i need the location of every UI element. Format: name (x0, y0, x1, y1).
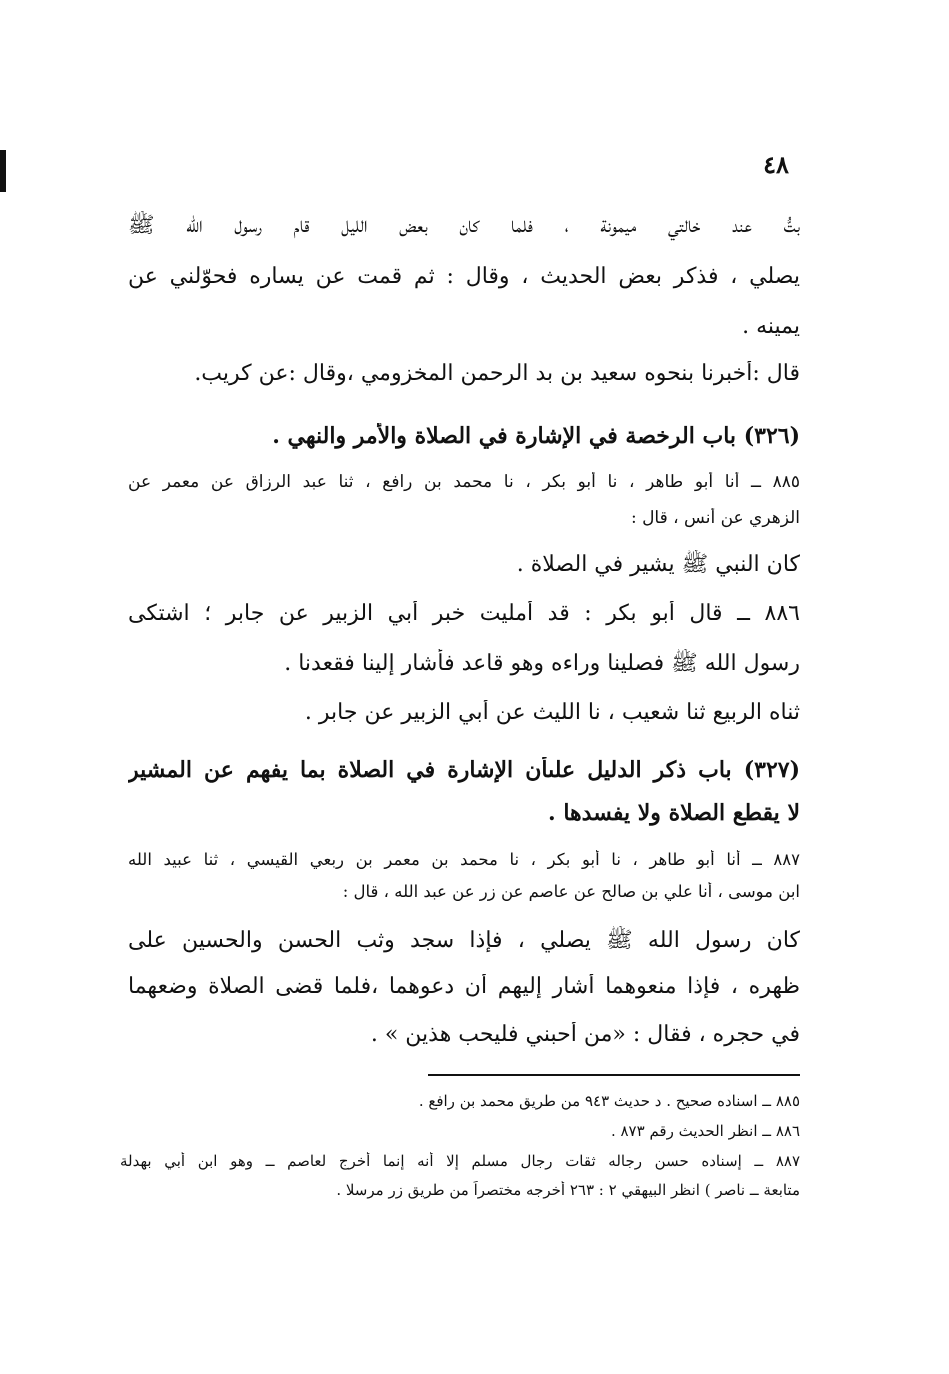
hadith-887-matn-line-3: في حجره ، فقال : «من أحبني فليحب هذين » . (370, 1022, 800, 1047)
hadith-887-isnad-line-2: ابن موسى ، أنا علي بن صالح عن عاصم عن زر عن عبد الله ، قال : (342, 882, 800, 901)
body-line-2: يصلي ، فذكر بعض الحديث ، وقال : ثم قمت عن يساره فحوّلني عن (128, 264, 800, 289)
body-line-3: يمينه . (742, 314, 800, 339)
hadith-887-matn-line-2: ظهره ، فإذا منعوهما أشار إليهم أن دعوهما ،فلما قضى الصلاة وضعهما (128, 974, 800, 999)
hadith-886-line-3: ثناه الربيع ثنا شعيب ، نا الليث عن أبي الزبير عن جابر . (304, 700, 800, 725)
footnote-886: ٨٨٦ ــ انظر الحديث رقم ٨٧٣ . (610, 1122, 800, 1140)
body-line-4: قال :أخبرنا بنحوه سعيد بن بد الرحمن المخزومي ،وقال :عن كريب. (194, 361, 800, 386)
hadith-887-matn-line-1: كان رسول الله ﷺ يصلي ، فإذا سجد وثب الحسن والحسين على (128, 928, 800, 953)
hadith-885-isnad-line-1: ٨٨٥ ــ أنا أبو طاهر ، نا أبو بكر ، نا محمد بن رافع ، ثنا عبد الرزاق عن معمر عن (128, 472, 800, 492)
page-number: ٤٨ (763, 150, 789, 179)
chapter-327-heading-line-1: (٣٢٧) باب ذكر الدليل علىأن الإشارة في الصلاة بما يفهم عن المشير (128, 757, 800, 783)
footnote-887-line-1: ٨٨٧ ــ إسناده حسن رجاله ثقات رجال مسلم إلا أنه إنما أخرج لعاصم ــ وهو ابن أبي بهدلة (120, 1152, 800, 1170)
hadith-886-line-2: رسول الله ﷺ فصلينا وراءه وهو قاعد فأشار إلينا فقعدنا . (284, 651, 800, 676)
hadith-885-isnad-line-2: الزهري عن أنس ، قال : (630, 508, 800, 528)
scan-edge-mark (0, 150, 6, 192)
footnote-887-line-2: متابعة ــ ناصر ) انظر البيهقي ٢ : ٢٦٣ أخرجه مختصراً من طريق زر مرسلا . (336, 1181, 800, 1199)
hadith-885-matn: كان النبي ﷺ يشير في الصلاة . (516, 552, 800, 577)
chapter-326-heading: (٣٢٦) باب الرخصة في الإشارة في الصلاة والأمر والنهي . (272, 423, 800, 449)
hadith-886-line-1: ٨٨٦ ــ قال أبو بكر : قد أمليت خبر أبي الزبير عن جابر ؛ اشتكى (128, 601, 800, 626)
chapter-327-heading-line-2: لا يقطع الصلاة ولا يفسدها . (548, 800, 800, 826)
body-line-1: بتُّ عند خالتي ميمونة ، فلما كان بعض الليل قام رسول الله ﷺ (128, 213, 800, 238)
hadith-887-isnad-line-1: ٨٨٧ ــ أنا أبو طاهر ، نا أبو بكر ، نا محمد بن معمر بن ربعي القيسي ، ثنا عبيد الله (128, 850, 800, 869)
footnote-separator (428, 1074, 800, 1076)
footnote-885: ٨٨٥ ــ اسناده صحيح . د حديث ٩٤٣ من طريق محمد بن رافع . (418, 1092, 800, 1110)
